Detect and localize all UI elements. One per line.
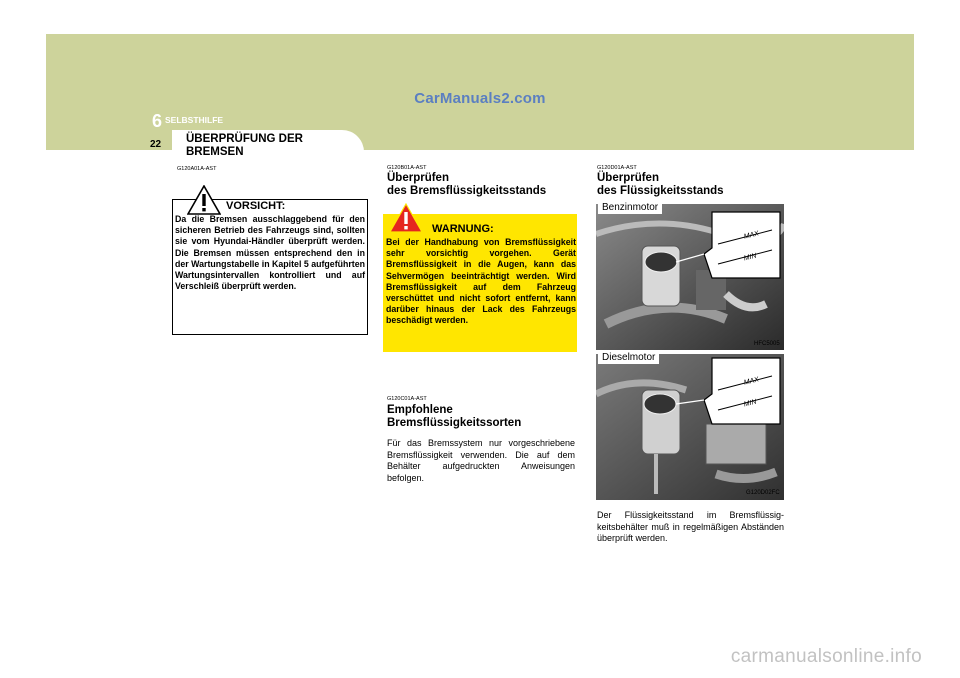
chapter-name: SELBSTHILFE — [165, 115, 224, 125]
fluid-level-heading-line2: des Flüssigkeitsstands — [597, 185, 724, 197]
recommended-code: G120C01A-AST — [387, 396, 427, 402]
figure-2-max-label: MAX — [743, 376, 760, 387]
figure-2-label: Dieselmotor — [598, 352, 659, 364]
section-title-line1: ÜBERPRÜFUNG DER — [186, 133, 303, 145]
warning-triangle-icon — [187, 185, 221, 215]
figure-2-min-label: MIN — [743, 398, 758, 409]
watermark-bottom[interactable]: carmanualsonline.info — [730, 646, 922, 667]
figure-1-max-label: MAX — [743, 230, 760, 241]
fluid-level-heading — [597, 172, 724, 198]
engine-bay-illustration — [596, 204, 784, 350]
recommended-text: Für das Bremssystem nur vorgeschriebene Bremsflüssigkeit verwenden. Die auf dem Behälter aufgedruckten Anweisungen befolgen. — [387, 438, 575, 483]
watermark-top[interactable]: CarManuals2.com — [414, 90, 546, 107]
check-level-code: G120B01A-AST — [387, 165, 427, 171]
fluid-level-code: G120D01A-AST — [597, 165, 637, 171]
caution-code: G120A01A-AST — [177, 166, 217, 172]
page-number: 22 — [150, 139, 162, 150]
check-level-heading-line2: des Bremsflüssigkeitsstands — [387, 185, 547, 197]
fluid-level-text: Der Flüssigkeitsstand im Bremsflüssig-keitsbehälter muß in regelmäßigen Abständen überprüft werden. — [597, 510, 784, 544]
recommended-heading-line2: Bremsflüssigkeitssorten — [387, 417, 522, 429]
figure-1-min-label: MIN — [743, 252, 758, 263]
warning-text: Bei der Handhabung von Bremsflüssigkeit sehr vorsichtig vorgehen. Gerät Bremsflüssigkeit in die Augen, kann das Sehvermögen beeinträchtigt werden. Wird Bremsflüssigkeit auf dem Fahrzeug verschüttet und nicht sofort entfernt, kann darüber hinaus der Lack des Fahrzeugs beschädigt werden. — [386, 237, 576, 326]
check-level-heading — [387, 172, 546, 198]
figure-2-code: G120D02FC — [746, 490, 780, 496]
caution-text: Da die Bremsen ausschlaggebend für den sicheren Betrieb des Fahrzeugs sind, sollten sie vom Hyundai-Händler überprüft werden. Die Bremsen müssen entsprechend den in der Wartungstabelle in Kapitel 5 aufgeführten Wartungsintervallen kontrolliert und auf Verschleiß überprüft werden. — [175, 214, 365, 292]
figure-benzinmotor — [596, 204, 784, 350]
section-title — [186, 133, 356, 159]
fluid-level-heading-line1: Überprüfen — [597, 172, 659, 184]
chapter-number: 6 — [152, 111, 163, 131]
warning-title: WARNUNG: — [432, 223, 494, 235]
figure-1-label: Benzinmotor — [598, 202, 662, 214]
caution-title: VORSICHT: — [226, 200, 286, 212]
section-title-line2: BREMSEN — [186, 146, 244, 158]
check-level-heading-line1: Überprüfen — [387, 172, 449, 184]
warning-triangle-icon — [389, 203, 423, 233]
recommended-heading — [387, 404, 521, 430]
figure-1-code: HFC5005 — [754, 341, 780, 347]
recommended-heading-line1: Empfohlene — [387, 404, 453, 416]
